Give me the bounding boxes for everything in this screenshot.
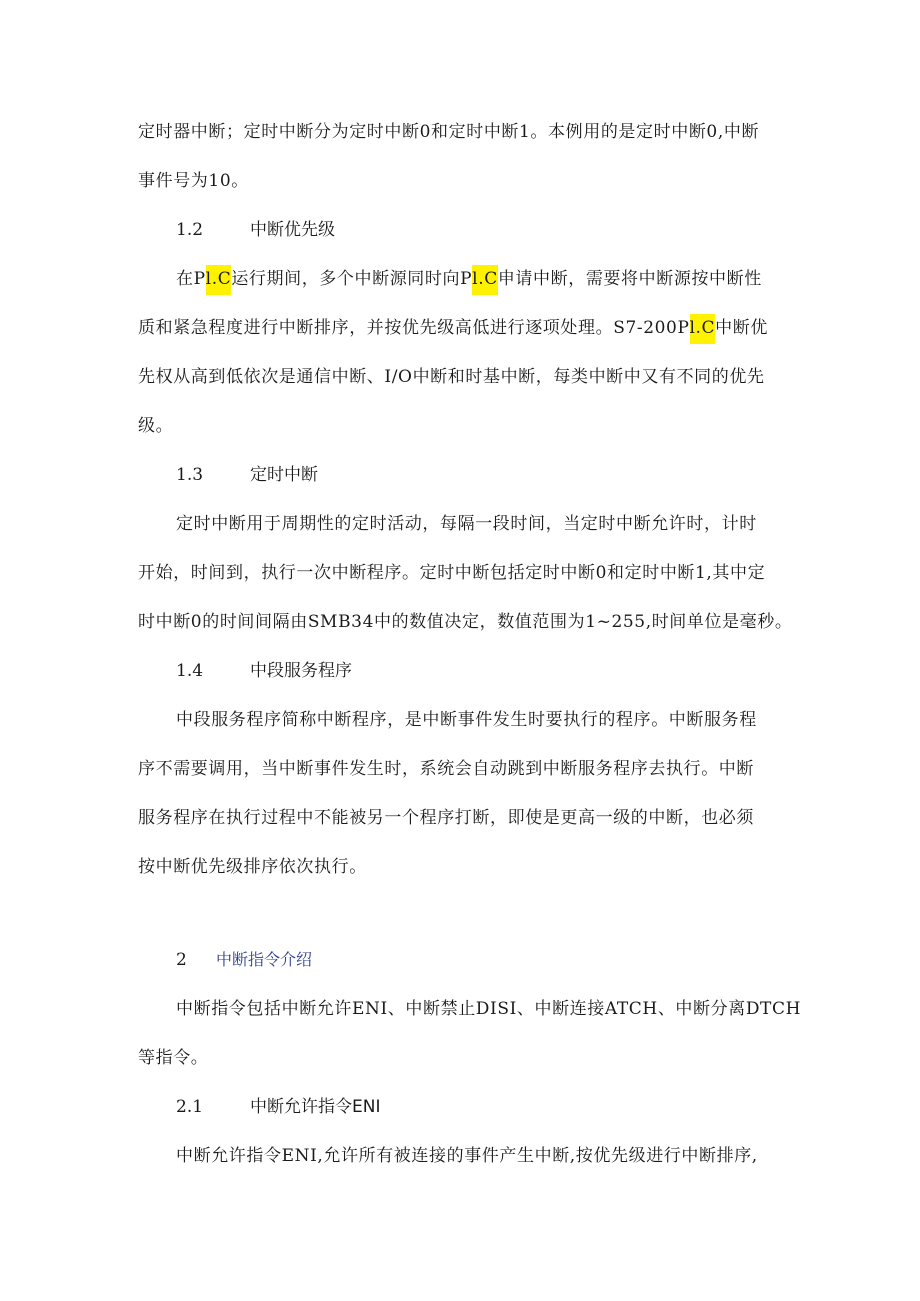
paragraph-line: 时中断0的时间间隔由SMB34中的数值决定，数值范围为1~255,时间单位是毫秒。 <box>138 612 793 632</box>
heading-title-latin: ENI <box>352 1097 381 1117</box>
heading-title <box>250 1097 380 1117</box>
heading-2 <box>176 949 312 971</box>
text-run: 质和紧急程度进行中断排序，并按优先级高低进行逐项处理。S7-200P <box>138 318 690 338</box>
heading-number: 1.3 <box>176 465 204 485</box>
heading-title: 中断指令介绍 <box>216 950 313 969</box>
text-run: 在 <box>176 269 194 289</box>
highlighted-text: l.C <box>472 265 498 295</box>
heading-title: 中断优先级 <box>250 220 335 240</box>
text-run: P <box>193 269 206 289</box>
heading-number: 1.2 <box>176 220 204 240</box>
heading-title-text: 中断允许指令 <box>250 1097 352 1117</box>
paragraph-line <box>176 268 762 290</box>
highlighted-text: l.C <box>206 265 232 295</box>
paragraph-line <box>138 317 768 339</box>
heading-title: 中段服务程序 <box>250 661 352 681</box>
paragraph-line: 按中断优先级排序依次执行。 <box>138 857 367 877</box>
heading-number: 2.1 <box>176 1097 204 1117</box>
heading-2-1 <box>176 1096 380 1118</box>
text-run: 中断优 <box>715 318 768 338</box>
paragraph-line: 序不需要调用，当中断事件发生时，系统会自动跳到中断服务程序去执行。中断 <box>138 759 754 779</box>
paragraph-line: 服务程序在执行过程中不能被另一个程序打断，即使是更高一级的中断，也必须 <box>138 808 754 828</box>
paragraph-line: 中断指令包括中断允许ENI、中断禁止DISI、中断连接ATCH、中断分离DTCH <box>176 999 802 1019</box>
paragraph-line: 中段服务程序简称中断程序，是中断事件发生时要执行的程序。中断服务程 <box>176 710 757 730</box>
text-run: 申请中断，需要将中断源按中断性 <box>497 269 762 289</box>
heading-number: 2 <box>176 950 187 970</box>
paragraph-line: 等指令。 <box>138 1048 209 1068</box>
highlighted-text: l.C <box>690 314 716 344</box>
heading-title: 定时中断 <box>250 465 318 485</box>
paragraph-line: 定时中断用于周期性的定时活动，每隔一段时间，当定时中断允许时，计时 <box>176 514 757 534</box>
paragraph-line: 开始，时间到，执行一次中断程序。定时中断包括定时中断0和定时中断1,其中定 <box>138 563 766 583</box>
text-run: P <box>460 269 473 289</box>
heading-number: 1.4 <box>176 661 204 681</box>
heading-1-3 <box>176 464 318 486</box>
paragraph-line: 级。 <box>138 416 174 436</box>
paragraph-line: 中断允许指令ENI,允许所有被连接的事件产生中断,按优先级进行中断排序, <box>176 1146 758 1166</box>
heading-1-4 <box>176 660 352 682</box>
heading-1-2 <box>176 219 335 241</box>
paragraph-line: 定时器中断；定时中断分为定时中断0和定时中断1。本例用的是定时中断0,中断 <box>138 122 760 142</box>
text-run: 运行期间，多个中断源同时向 <box>231 269 461 289</box>
paragraph-line: 事件号为10。 <box>138 171 249 191</box>
paragraph-line: 先权从高到低依次是通信中断、I/O中断和时基中断，每类中断中又有不同的优先 <box>138 367 765 387</box>
